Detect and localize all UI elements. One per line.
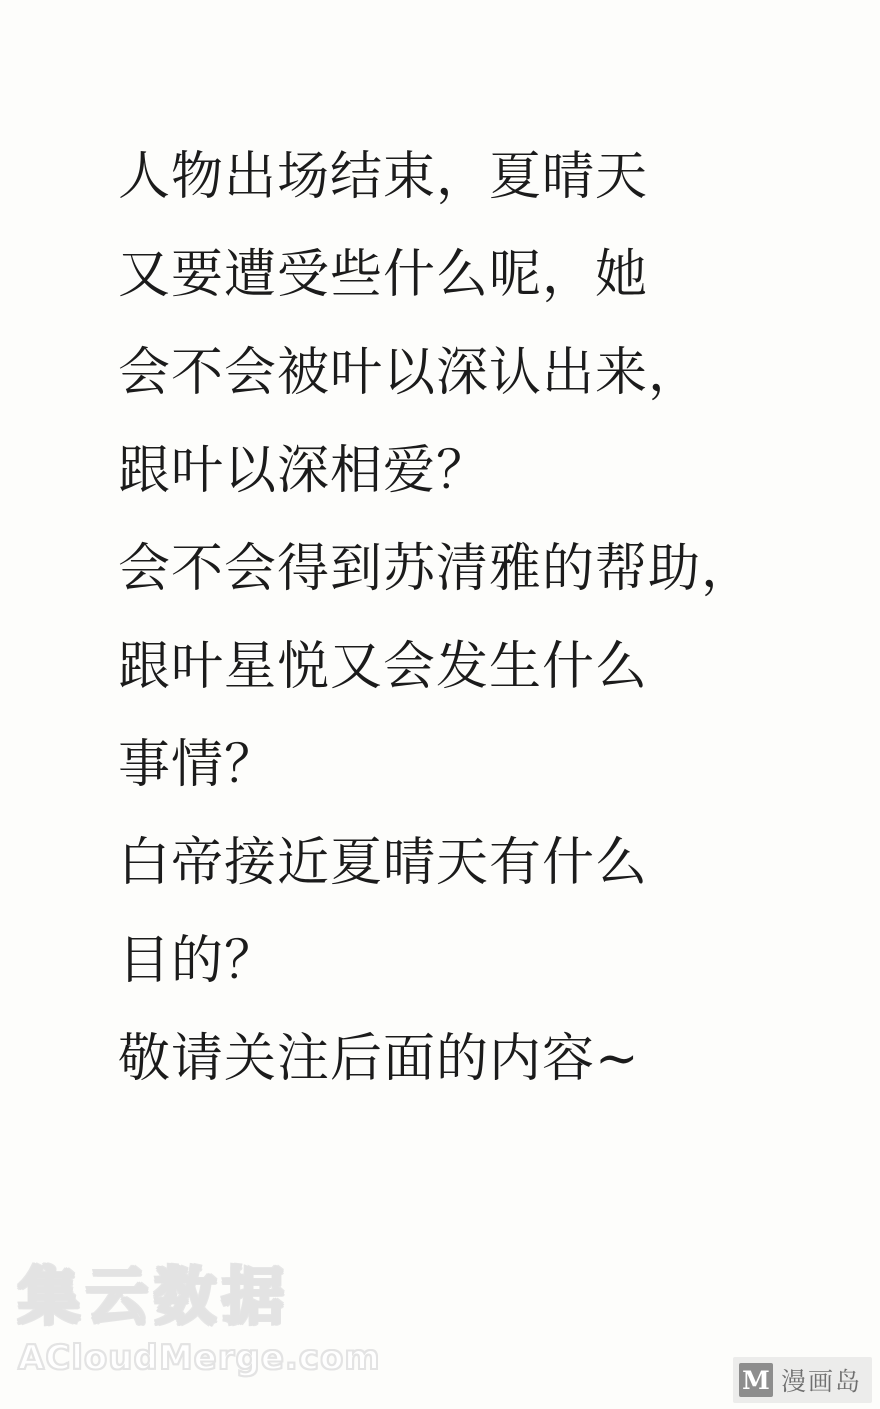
watermark-latin-text: ACloudMerge.com (18, 1338, 381, 1378)
narration-line: 会不会得到苏清雅的帮助， (118, 539, 755, 599)
narration-line: 会不会被叶以深认出来， (118, 343, 702, 403)
narration-line: 又要遭受些什么呢，她 (118, 245, 649, 305)
narration-line: 跟叶星悦又会发生什么 (118, 637, 649, 697)
narration-line: 人物出场结束，夏晴天 (118, 147, 649, 207)
source-badge (733, 1357, 872, 1403)
narration-line: 跟叶以深相爱？ (118, 441, 490, 501)
narration-line: 白帝接近夏晴天有什么 (118, 833, 649, 893)
watermark (18, 1262, 388, 1380)
narration-line: 事情？ (118, 735, 278, 795)
narration-line: 目的？ (118, 931, 278, 991)
watermark-chinese-text: 集云数据 (18, 1260, 291, 1333)
source-badge-label: 漫画岛 (780, 1367, 862, 1396)
narration-text-block (118, 128, 758, 1108)
manhuadao-logo-icon: M (739, 1363, 773, 1397)
narration-line: 敬请关注后面的内容~ (118, 1029, 640, 1089)
